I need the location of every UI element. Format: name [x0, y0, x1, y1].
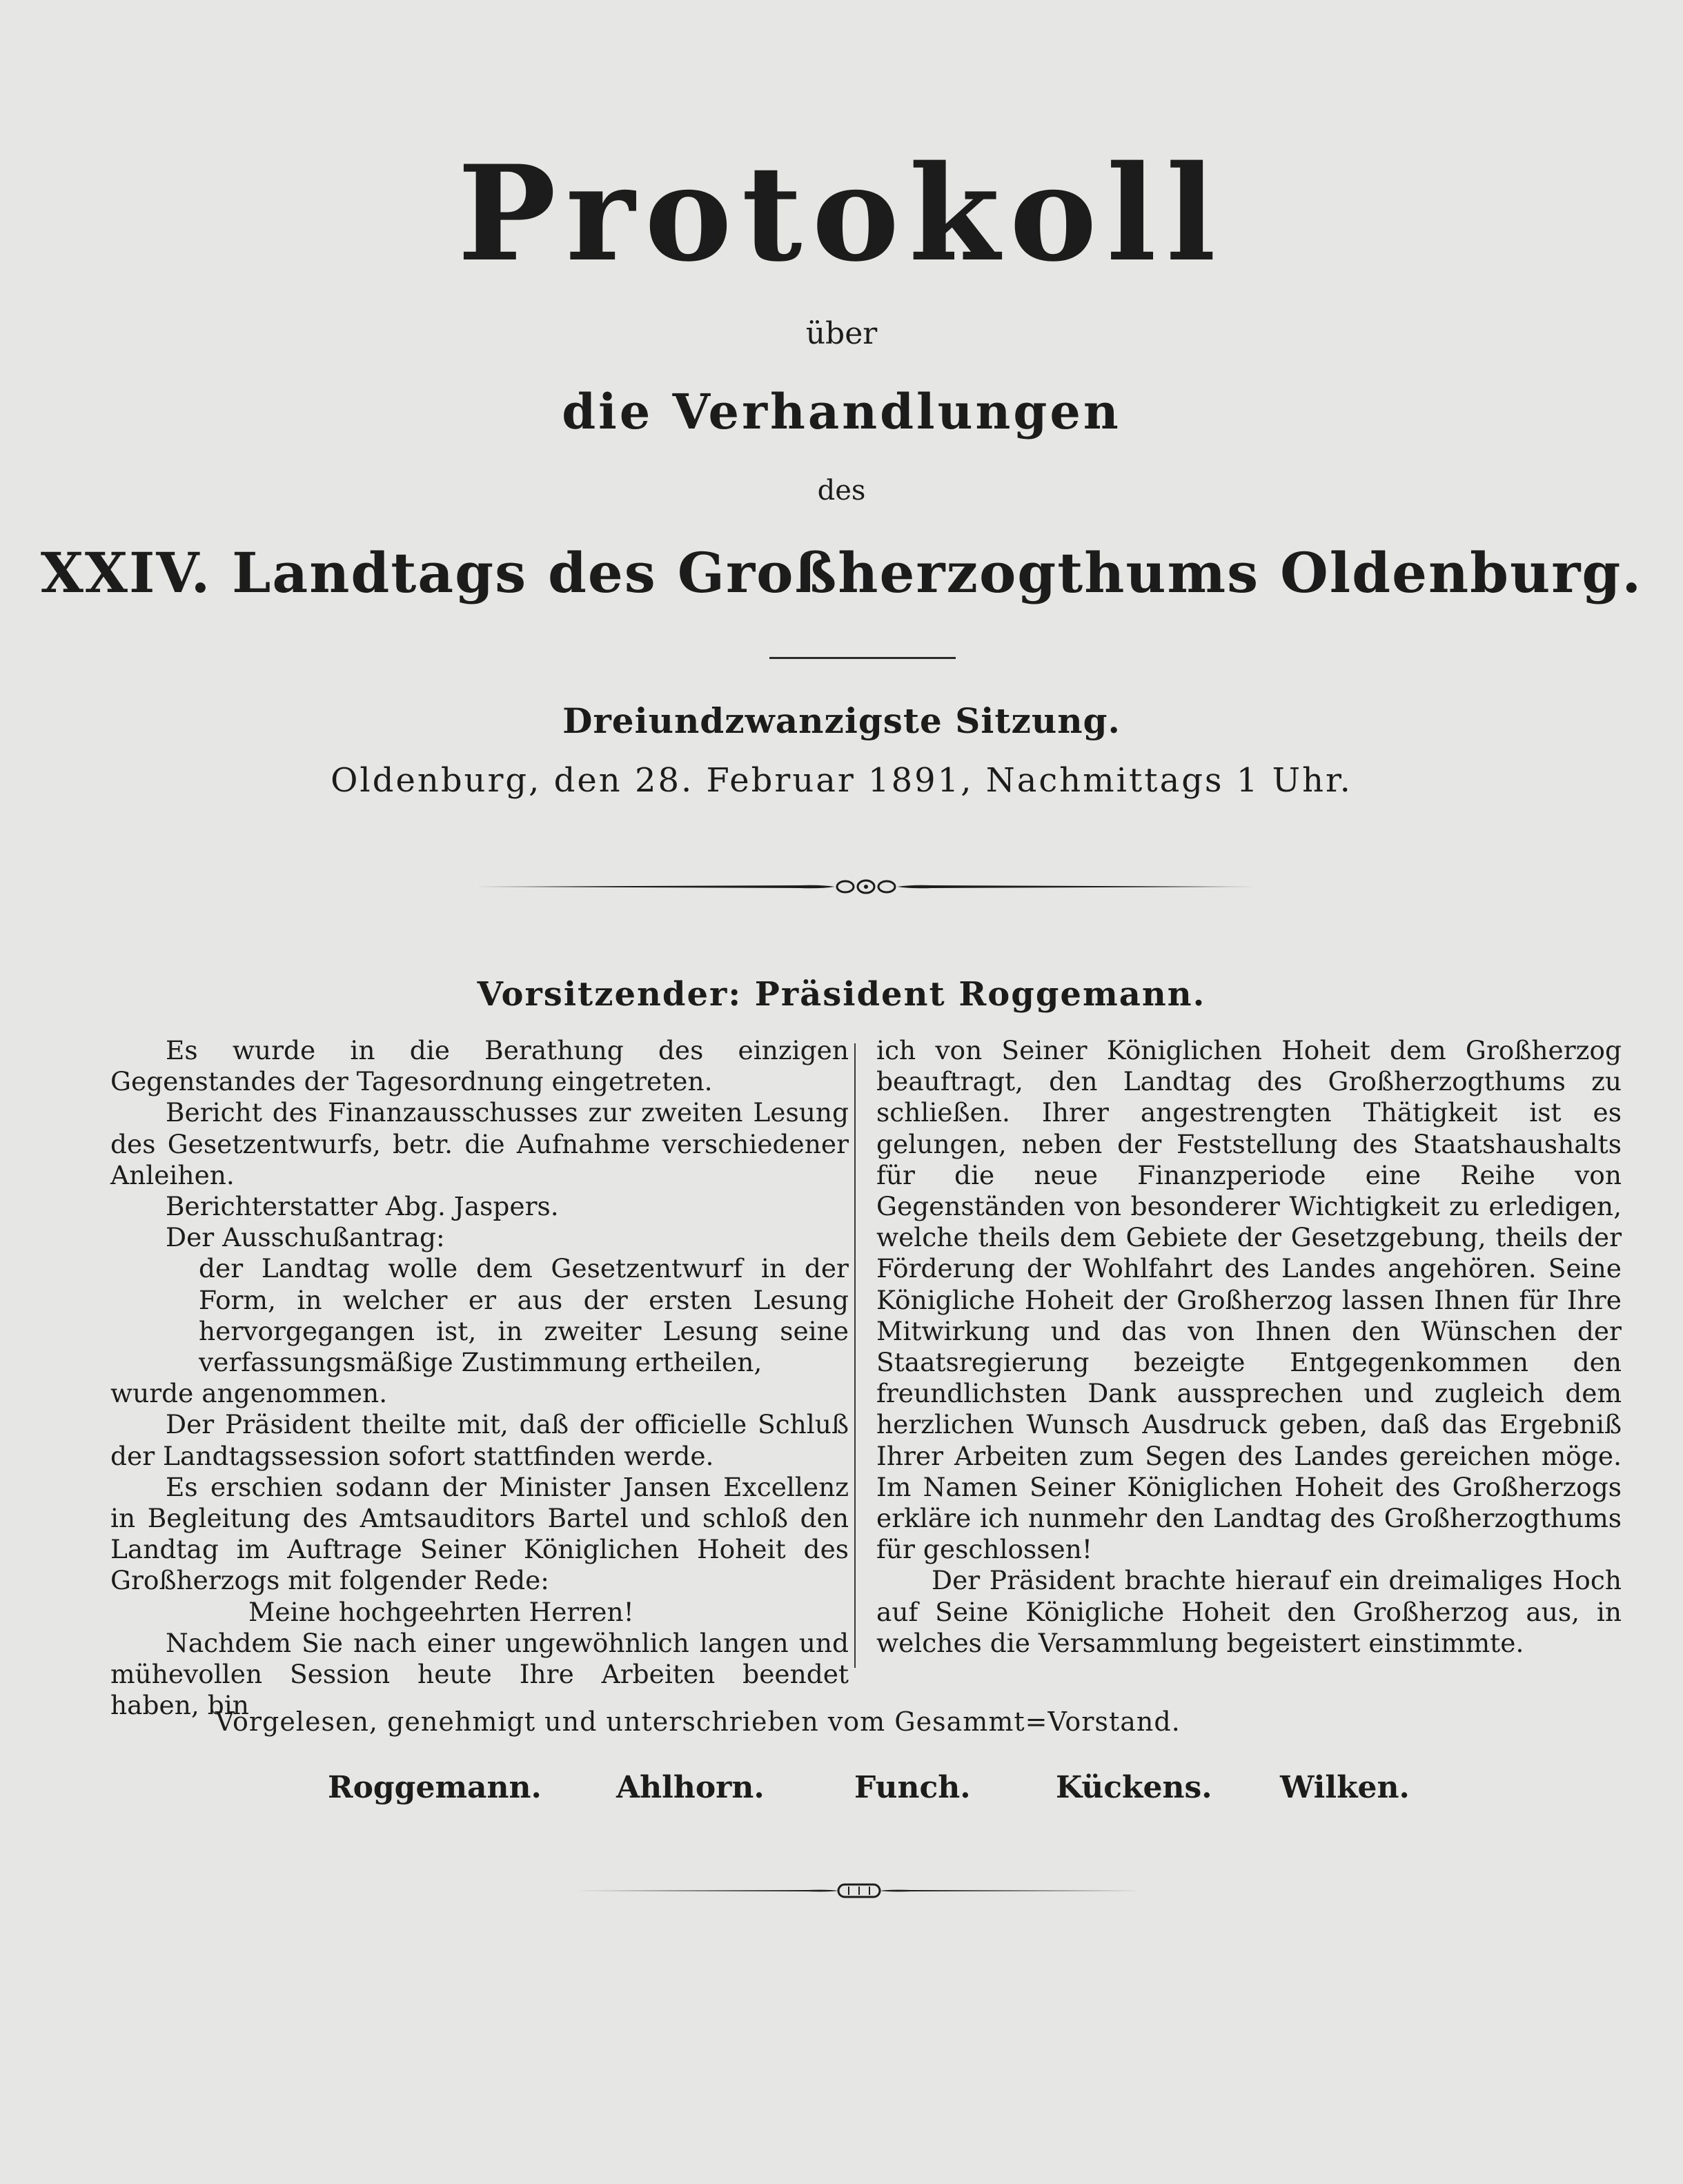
right-paragraph: ich von Seiner Königlichen Hoheit dem Großherzog beauftragt, den Landtag des Großherzogthums zu schließen. Ihrer angestrengten Thätigkeit ist es gelungen, neben der Feststellung des Staatshaushalts für die neue Finanzperiode eine Reihe von Gegenständen von besonderer Wichtigkeit zu erledigen, welche theils dem Gebiete der Gesetzgebung, theils der Förderung der Wohlfahrt des Landes angehören. Seine Königliche Hoheit der Großherzog lassen Ihnen für Ihre Mitwirkung und das von Ihnen den Wünschen der Staatsregierung bezeigte Entgegenkommen den freundlichsten Dank aussprechen und zugleich dem herzlichen Wunsch Ausdruck geben, daß das Ergebniß Ihrer Arbeiten zum Segen des Landes gereichen möge. Im Namen Seiner Königlichen Hoheit des Großherzogs erkläre ich nunmehr den Landtag des Großherzogthums für geschlossen! — [876, 1035, 1622, 1565]
right-paragraph: Der Präsident brachte hierauf ein dreimaliges Hoch auf Seine Königliche Hoheit den Großherzog aus, in welches die Versammlung begeistert einstimmte. — [876, 1565, 1622, 1658]
left-paragraph: Der Ausschußantrag: — [166, 1222, 445, 1253]
subtitle-ueber: über — [805, 316, 878, 351]
left-paragraph: wurde angenommen. — [110, 1378, 388, 1409]
approval-line: Vorgelesen, genehmigt und unterschrieben vom Gesammt=Vorstand. — [215, 1706, 1181, 1737]
signatures — [0, 1770, 1683, 1811]
signature: Funch. — [854, 1770, 971, 1805]
left-column — [110, 1035, 849, 1721]
signature: Roggemann. — [328, 1770, 542, 1805]
header-rule — [769, 657, 956, 659]
left-paragraph: Nachdem Sie nach einer ungewöhnlich langen und mühevollen Session heute Ihre Arbeiten beendet haben, bin — [110, 1627, 849, 1721]
ornament-divider-bottom — [573, 1877, 1145, 1905]
subtitle-verhandlungen: die Verhandlungen — [562, 383, 1121, 440]
column-divider — [854, 1043, 856, 1668]
session-date: Oldenburg, den 28. Februar 1891, Nachmittags 1 Uhr. — [331, 761, 1352, 800]
left-paragraph: Es erschien sodann der Minister Jansen Excellenz in Begleitung des Amtsauditors Bartel und schloß den Landtag im Auftrage Seiner Königlichen Hoheit des Großherzogs mit folgender Rede: — [110, 1471, 849, 1596]
left-paragraph: Meine hochgeehrten Herren! — [248, 1596, 634, 1627]
document-title: Protokoll — [457, 137, 1226, 291]
ornament-divider-top — [476, 869, 1256, 904]
signature: Kückens. — [1056, 1770, 1212, 1805]
left-paragraph: Es wurde in die Berathung des einzigen Gegenstandes der Tagesordnung eingetreten. — [110, 1035, 849, 1097]
left-paragraph: Berichterstatter Abg. Jaspers. — [166, 1191, 559, 1222]
subtitle-landtag: XXIV. Landtags des Großherzogthums Oldenburg. — [40, 540, 1643, 605]
left-paragraph: Bericht des Finanzausschusses zur zweiten Lesung des Gesetzentwurfs, betr. die Aufnahme verschiedener Anleihen. — [110, 1097, 849, 1190]
chair-line: Vorsitzender: Präsident Roggemann. — [477, 975, 1206, 1014]
right-column — [876, 1035, 1622, 1659]
left-paragraph: der Landtag wolle dem Gesetzentwurf in der Form, in welcher er aus der ersten Lesung hervorgegangen ist, in zweiter Lesung seine verfassungsmäßige Zustimmung ertheilen, — [199, 1253, 849, 1378]
subtitle-des: des — [817, 475, 866, 506]
signature: Wilken. — [1280, 1770, 1410, 1805]
session-name: Dreiundzwanzigste Sitzung. — [562, 700, 1121, 741]
left-paragraph: Der Präsident theilte mit, daß der officielle Schluß der Landtagssession sofort stattfinden werde. — [110, 1409, 849, 1471]
signature: Ahlhorn. — [616, 1770, 765, 1805]
